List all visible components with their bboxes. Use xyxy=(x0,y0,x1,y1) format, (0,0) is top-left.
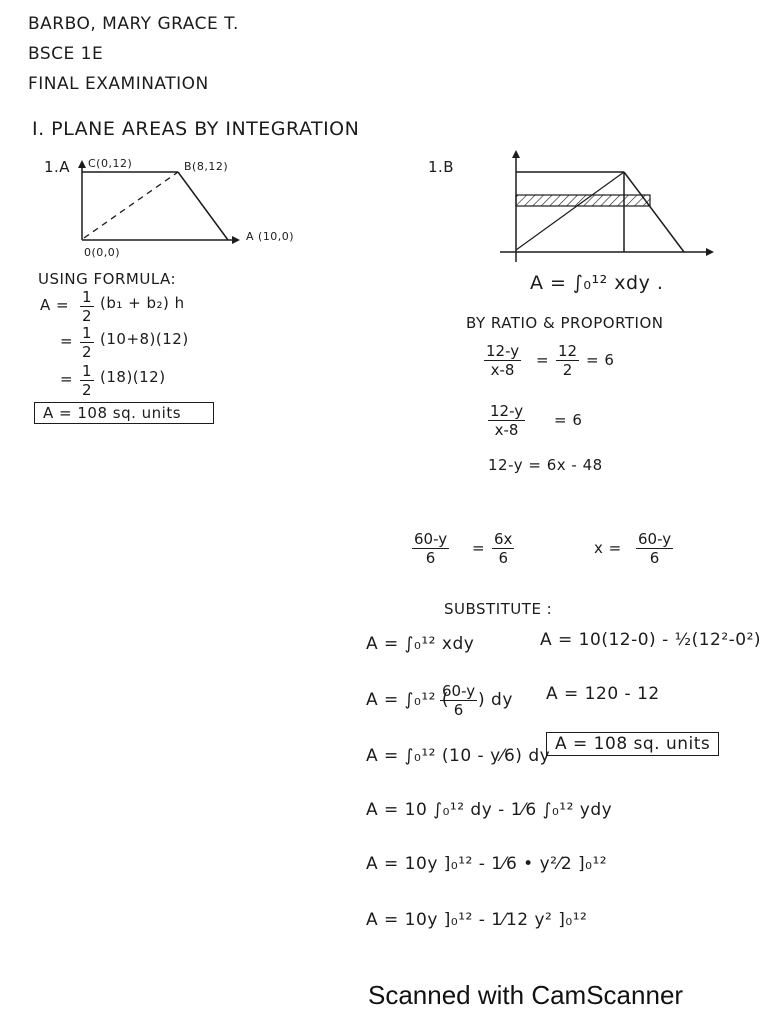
point-a-label: A (10,0) xyxy=(246,230,295,243)
step4-integral: A = 10 ∫₀¹² dy - 1⁄6 ∫₀¹² ydy xyxy=(366,800,613,820)
fraction-numerator: 1 xyxy=(82,288,92,306)
fraction-numerator: 6x xyxy=(494,530,513,548)
fraction-numerator: 60-y xyxy=(414,530,448,548)
ratio4-right-fraction xyxy=(492,530,514,567)
camscanner-watermark: Scanned with CamScanner xyxy=(368,980,684,1010)
fraction-denominator: 2 xyxy=(82,343,92,361)
ratio1-left-fraction xyxy=(484,342,521,379)
fraction-denominator: 6 xyxy=(649,549,660,567)
fraction-numerator: 1 xyxy=(82,362,92,380)
fraction-numerator: 12-y xyxy=(486,342,520,360)
formula-heading: USING FORMULA: xyxy=(38,270,177,288)
step2-fraction xyxy=(440,682,477,719)
formula-line1-rest: (b₁ + b₂) h xyxy=(100,294,185,312)
formula-line2-prefix: = xyxy=(60,332,74,350)
formula-line2-rest: (10+8)(12) xyxy=(100,330,189,348)
fraction-numerator: 1 xyxy=(82,324,92,342)
step2-prefix: A = ∫₀¹² ( xyxy=(366,690,450,710)
course-section: BSCE 1E xyxy=(28,44,104,64)
fraction-numerator: 60-y xyxy=(442,682,476,700)
x-solution-fraction xyxy=(636,530,673,567)
fraction-numerator: 60-y xyxy=(638,530,672,548)
ratio1-equals: = xyxy=(536,351,550,369)
step5-evaluation: A = 10y ]₀¹² - 1⁄6 • y²⁄2 ]₀¹² xyxy=(366,854,608,874)
answer-a-box: A = 108 sq. units xyxy=(34,402,214,424)
ratio4-equals: = xyxy=(472,539,486,557)
fraction-numerator: 12-y xyxy=(490,402,524,420)
problem-a-label: 1.A xyxy=(44,158,71,176)
fraction-denominator: 6 xyxy=(453,701,464,719)
fraction-denominator: 2 xyxy=(82,307,92,325)
step3-integral: A = ∫₀¹² (10 - y⁄6) dy xyxy=(366,746,551,766)
ratio3-equation: 12-y = 6x - 48 xyxy=(488,456,603,474)
formula-line3-rest: (18)(12) xyxy=(100,368,166,386)
integral-definition: A = ∫₀¹² xdy . xyxy=(530,272,664,294)
fraction-denominator: 2 xyxy=(562,361,573,379)
ratio4-left-fraction xyxy=(412,530,449,567)
fraction-numerator: 12 xyxy=(558,342,578,360)
x-equals: x = xyxy=(594,539,622,557)
ratio2-result: = 6 xyxy=(554,411,583,429)
step8-evaluation: A = 120 - 12 xyxy=(546,684,660,704)
formula-line1-prefix: A = xyxy=(40,296,70,314)
point-c-label: C(0,12) xyxy=(88,157,133,170)
ratio1-result: = 6 xyxy=(586,351,615,369)
ratio-heading: BY RATIO & PROPORTION xyxy=(466,314,664,332)
point-b-label: B(8,12) xyxy=(184,160,229,173)
substitute-heading: SUBSTITUTE : xyxy=(444,600,553,618)
fraction-denominator: 6 xyxy=(425,549,436,567)
fraction-denominator: x-8 xyxy=(494,421,519,439)
ratio2-fraction xyxy=(488,402,525,439)
student-name: BARBO, MARY GRACE T. xyxy=(28,14,239,34)
point-o-label: 0(0,0) xyxy=(84,246,121,259)
formula-line3-prefix: = xyxy=(60,370,74,388)
ratio1-right-fraction xyxy=(556,342,579,379)
step7-evaluation: A = 10(12-0) - ½(12²-0²) xyxy=(540,630,762,650)
problem-b-label: 1.B xyxy=(428,158,455,176)
section-title: I. PLANE AREAS BY INTEGRATION xyxy=(32,118,360,140)
answer-b-box: A = 108 sq. units xyxy=(546,732,719,756)
step6-evaluation: A = 10y ]₀¹² - 1⁄12 y² ]₀¹² xyxy=(366,910,588,930)
fraction-denominator: 6 xyxy=(498,549,508,567)
exam-title: FINAL EXAMINATION xyxy=(28,74,209,94)
fraction-denominator: x-8 xyxy=(490,361,515,379)
fraction-denominator: 2 xyxy=(82,381,92,399)
step1-integral: A = ∫₀¹² xdy xyxy=(366,634,475,654)
step2-suffix: ) dy xyxy=(478,690,513,710)
